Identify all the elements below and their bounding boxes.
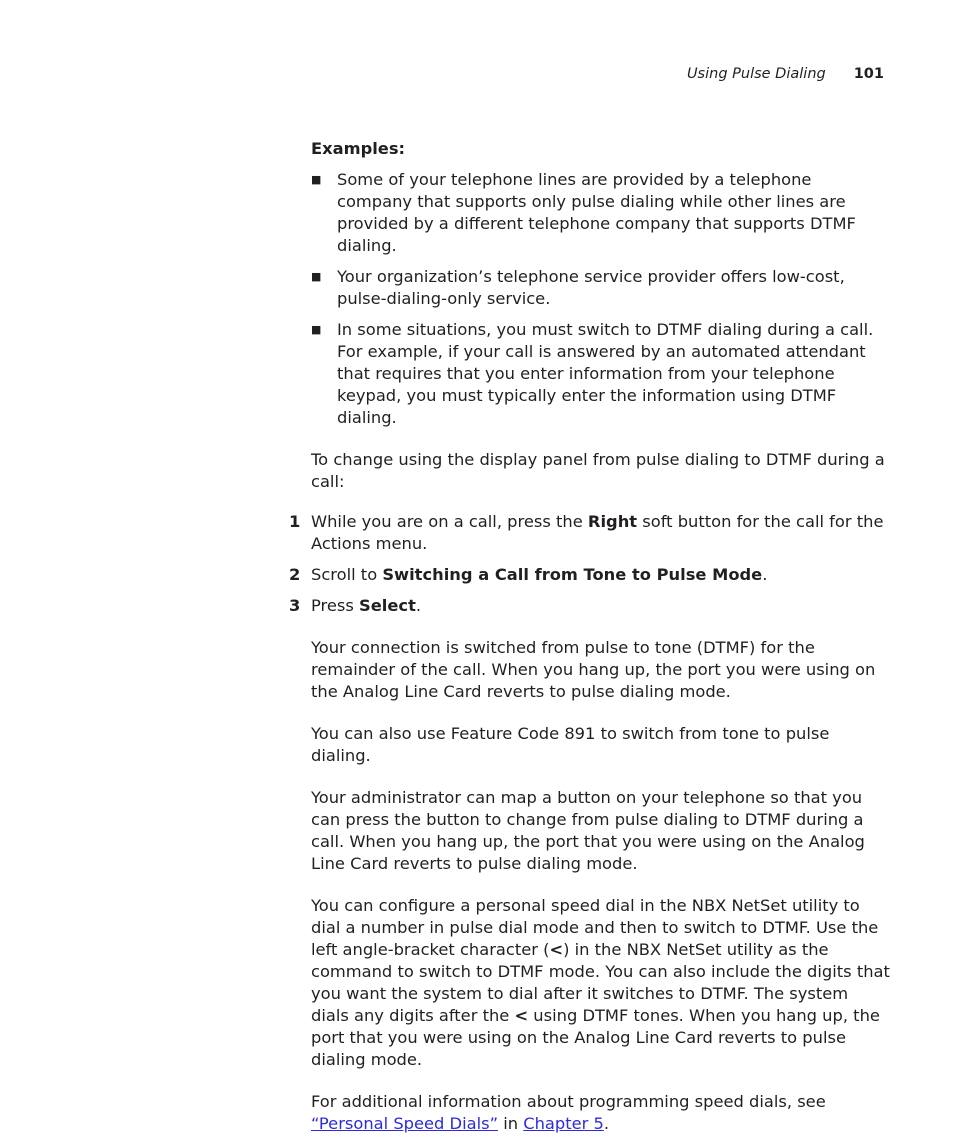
step-text-after: soft button for the call for the Actions menu. (311, 512, 884, 553)
list-item (311, 169, 891, 257)
more-info-text-middle: in (498, 1114, 524, 1133)
step-text-before: While you are on a call, press the (311, 512, 588, 531)
speed-dial-text-3: using DTMF tones. When you hang up, the port that you were using on the Analog Line Card reverts to pulse dialing mode. (311, 1006, 880, 1069)
step-keyword: Select (359, 596, 416, 615)
step-text-after: . (762, 565, 768, 584)
procedure-steps (289, 511, 891, 617)
running-header (687, 66, 884, 82)
step-number: 3 (289, 596, 301, 615)
step-text-before: Scroll to (311, 565, 383, 584)
list-item-text: Some of your telephone lines are provided by a telephone company that supports only pulse dialing while other lines are provided by a different telephone company that supports DTMF dialing. (337, 170, 856, 255)
more-info-text-before: For additional information about programming speed dials, see (311, 1092, 826, 1111)
step-number: 2 (289, 565, 301, 584)
body-content (289, 138, 891, 1135)
result-paragraph: Your connection is switched from pulse to tone (DTMF) for the remainder of the call. When you hang up, the port you were using on the Analog Line Card reverts to pulse dialing mode. (311, 638, 876, 701)
step-keyword: Switching a Call from Tone to Pulse Mode (382, 565, 763, 584)
speed-dial-text-1: You can configure a personal speed dial in the NBX NetSet utility to dial a number in pulse dial mode and then to switch to DTMF. Use the left angle-bracket character ( (311, 896, 879, 959)
speed-dial-text-2: ) in the NBX NetSet utility as the command to switch to DTMF mode. You can also include the digits that you want the system to dial after it switches to DTMF. The system dials any digits after the (311, 940, 890, 1025)
list-item (311, 319, 891, 429)
chapter-5-link[interactable]: Chapter 5 (523, 1114, 604, 1133)
step-number: 1 (289, 512, 301, 531)
step-keyword: Right (587, 512, 638, 531)
step-item (289, 595, 891, 617)
step-text-after: . (415, 596, 422, 615)
examples-heading: Examples: (311, 139, 406, 158)
step-text-before: Press (311, 596, 360, 615)
list-item (311, 266, 891, 310)
page-number: 101 (853, 66, 884, 82)
square-bullet-icon: ■ (311, 173, 322, 186)
section-title: Using Pulse Dialing (686, 66, 826, 82)
list-item-text: Your organization’s telephone service provider offers low-cost, pulse-dialing-only service. (337, 267, 845, 308)
list-item-text: In some situations, you must switch to DTMF dialing during a call. For example, if your call is answered by an automated attendant that requires that you enter information from your telephone keypad, you must typically enter the information using DTMF dialing. (337, 320, 874, 427)
square-bullet-icon: ■ (311, 270, 322, 283)
procedure-intro: To change using the display panel from pulse dialing to DTMF during a call: (311, 450, 885, 491)
feature-code-paragraph: You can also use Feature Code 891 to switch from tone to pulse dialing. (311, 724, 830, 765)
angle-bracket-symbol: < (549, 940, 564, 959)
square-bullet-icon: ■ (311, 323, 322, 336)
personal-speed-dials-link[interactable]: “Personal Speed Dials” (311, 1114, 499, 1133)
more-info-paragraph (311, 1091, 891, 1135)
speed-dial-paragraph (311, 895, 891, 1071)
step-item (289, 564, 891, 586)
more-info-text-after: . (603, 1114, 610, 1133)
step-item (289, 511, 891, 555)
administrator-paragraph: Your administrator can map a button on your telephone so that you can press the button to change from pulse dialing to DTMF during a call. When you hang up, the port that you were using on the Analog Line Card reverts to pulse dialing mode. (311, 788, 865, 873)
examples-list (311, 169, 891, 429)
angle-bracket-symbol: < (514, 1006, 529, 1025)
